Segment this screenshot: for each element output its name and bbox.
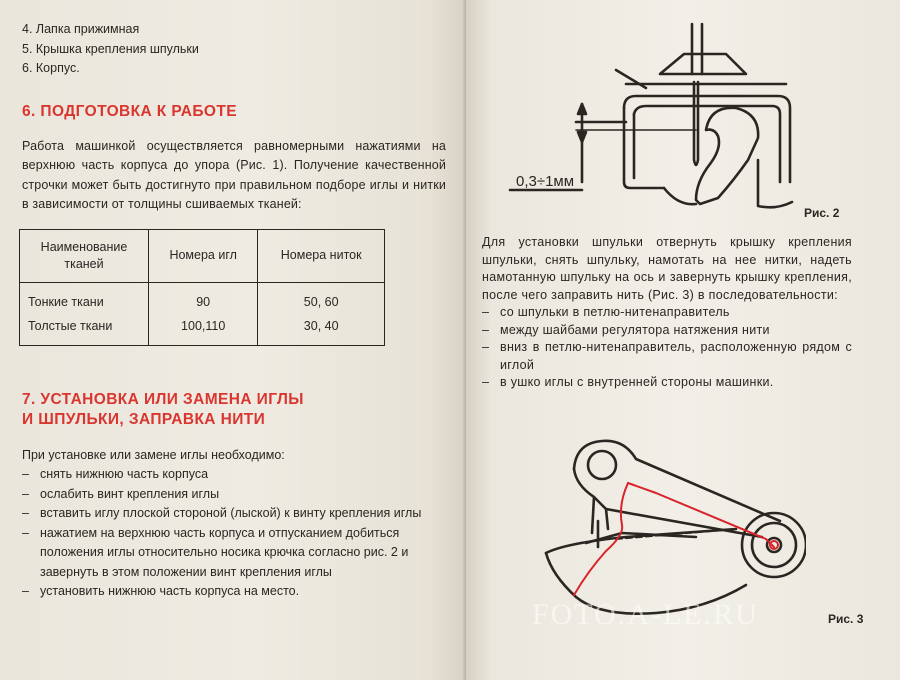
section7-title-line: И ШПУЛЬКИ, ЗАПРАВКА НИТИ <box>22 410 266 428</box>
table-header: Номера игл <box>149 229 258 282</box>
list-item: – ослабить винт крепления иглы <box>22 485 446 505</box>
table-cell-fabrics <box>20 282 149 345</box>
table-header: Номера ниток <box>258 229 385 282</box>
section6-text: Работа машинкой осуществляется равномерными нажатиями на верхнюю часть корпуса до упора (Рис. 1). Получение качественной строчки может быть достигнуто при правильном подборе иглы и нитки в зависимости от толщины сшиваемых тканей: <box>22 138 446 211</box>
list-item: – между шайбами регулятора натяжения нити <box>482 322 852 340</box>
table-cell: Толстые ткани <box>28 318 113 333</box>
list-item: – со шпульки в петлю-нитенаправитель <box>482 304 852 322</box>
section7-intro: При установке или замене иглы необходимо: <box>22 447 285 462</box>
table-cell: 50, 60 <box>303 294 339 309</box>
section7-steps <box>22 465 446 602</box>
list-item: – вставить иглу плоской стороной (лыской) к винту крепления иглы <box>22 504 446 524</box>
right-page <box>466 0 900 680</box>
parts-item: 5. Крышка крепления шпульки <box>22 41 199 56</box>
table-cell: Тонкие ткани <box>28 294 104 309</box>
figure2-caption: Рис. 2 <box>804 206 840 220</box>
table-cell: 30, 40 <box>303 318 339 333</box>
figure3-caption: Рис. 3 <box>828 612 864 626</box>
parts-item: 6. Корпус. <box>22 61 80 75</box>
threading-steps <box>482 304 852 392</box>
list-item: – нажатием на верхнюю часть корпуса и отпусканием добиться положения иглы относительно носика крючка согласно рис. 2 и завернуть в этом положении винт крепления иглы <box>22 524 446 583</box>
list-item: – установить нижнюю часть корпуса на место. <box>22 582 446 602</box>
section7-title-line: 7. УСТАНОВКА ИЛИ ЗАМЕНА ИГЛЫ <box>22 390 304 408</box>
parts-list <box>22 20 446 79</box>
watermark: FOTO.A-LE.RU <box>532 598 759 631</box>
table-cell: 100,110 <box>181 318 226 333</box>
parts-item: 4. Лапка прижимная <box>22 22 140 36</box>
table-cell: 90 <box>196 294 211 309</box>
bobbin-instructions <box>482 234 852 392</box>
list-item: – снять нижнюю часть корпуса <box>22 465 446 485</box>
figure2-dimension-label: 0,3÷1мм <box>516 173 575 190</box>
section7-title <box>22 390 446 430</box>
table-body-row <box>20 282 385 345</box>
table-header: Наименование тканей <box>20 229 149 282</box>
needle-thread-table <box>19 229 385 346</box>
list-item: – в ушко иглы с внутренней стороны машинки. <box>482 374 852 392</box>
figure2-needle-hook-diagram <box>496 10 826 220</box>
table-header-row <box>20 229 385 282</box>
bobbin-instructions-text: Для установки шпульки отвернуть крышку крепления шпульки, снять шпульку, намотать на нее нитки, надеть намотанную шпульку на ось и завернуть крышку крепления, после чего заправить нить (Рис. 3) в последовательности: <box>482 235 852 302</box>
table-cell-threads <box>258 282 385 345</box>
table-cell-needles <box>149 282 258 345</box>
section6-title: 6. ПОДГОТОВКА К РАБОТЕ <box>22 102 237 120</box>
list-item: – вниз в петлю-нитенаправитель, расположенную рядом с иглой <box>482 339 852 374</box>
